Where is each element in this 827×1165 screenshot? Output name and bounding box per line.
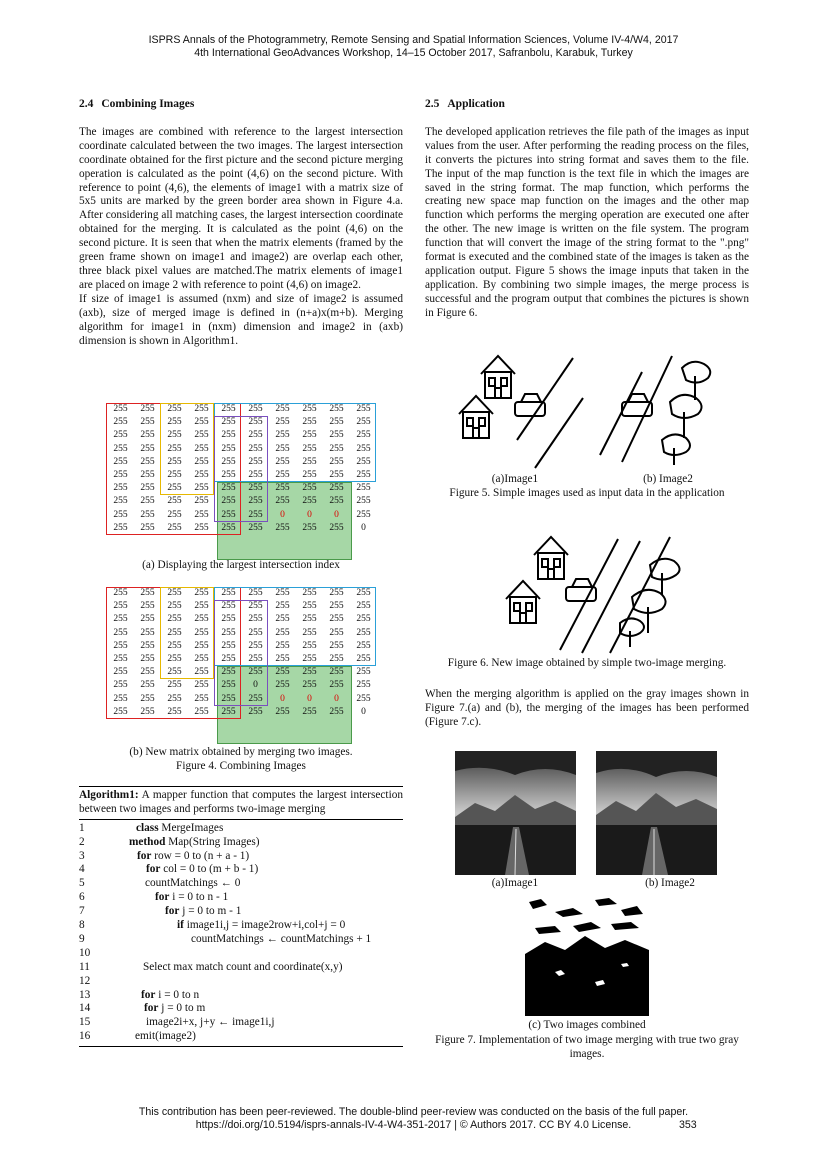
matrix-cell: 0 — [334, 509, 339, 520]
matrix-cell: 0 — [361, 706, 366, 717]
algorithm-line-number: 8 — [79, 919, 85, 932]
matrix-cell: 255 — [248, 430, 263, 441]
matrix-cell: 255 — [275, 706, 290, 717]
matrix-cell: 255 — [302, 588, 317, 598]
matrix-cell: 255 — [329, 614, 344, 625]
matrix-cell: 255 — [194, 456, 209, 467]
matrix-cell: 255 — [221, 640, 236, 651]
matrix-cell: 255 — [248, 404, 263, 414]
matrix-cell: 255 — [302, 640, 317, 651]
matrix-cell: 255 — [113, 443, 128, 454]
matrix-cell: 255 — [113, 640, 128, 651]
algorithm-line — [79, 836, 403, 850]
algorithm-line-code: for j = 0 to m — [144, 1002, 206, 1015]
matrix-cell: 255 — [302, 470, 317, 480]
matrix-cell: 255 — [329, 430, 344, 441]
matrix-figure-a — [104, 403, 380, 535]
matrix-cell: 255 — [194, 483, 209, 494]
matrix-cell: 255 — [329, 601, 344, 612]
algorithm-line-number: 15 — [79, 1016, 91, 1029]
matrix-cell: 255 — [140, 680, 155, 691]
algorithm-line-number: 1 — [79, 821, 85, 834]
matrix-cell: 0 — [253, 680, 258, 691]
algorithm-line-code: for i = 0 to n - 1 — [155, 891, 229, 904]
algorithm-line — [79, 989, 403, 1003]
figure-7a-photo — [455, 751, 576, 875]
application-paragraph-2: When the merging algorithm is applied on the gray images shown in Figure 7.(a) and (b), the merging of the images has been performed (Figure 7.c). — [425, 688, 749, 728]
matrix-cell: 0 — [361, 522, 366, 533]
matrix-cell: 255 — [140, 509, 155, 520]
figure-7c-caption: (c) Two images combined — [528, 1019, 646, 1031]
matrix-cell: 255 — [194, 680, 209, 691]
matrix-cell: 255 — [248, 483, 263, 494]
algorithm-line-number: 5 — [79, 877, 85, 890]
algorithm-line-number: 11 — [79, 960, 90, 973]
matrix-cell: 255 — [248, 667, 263, 678]
matrix-cell: 255 — [275, 667, 290, 678]
matrix-cell: 255 — [275, 470, 290, 480]
matrix-cell: 255 — [194, 667, 209, 678]
figure-7a-caption: (a)Image1 — [491, 877, 539, 889]
matrix-cell: 255 — [167, 496, 182, 507]
algorithm-line-code: countMatchings ← 0 — [145, 877, 241, 890]
figure-7c-photo — [525, 892, 649, 1016]
algorithm-line-number: 10 — [79, 946, 91, 959]
matrix-cell: 255 — [356, 693, 371, 704]
algorithm-line — [79, 947, 403, 961]
matrix-cell: 255 — [275, 654, 290, 664]
matrix-cell: 255 — [140, 470, 155, 480]
matrix-cell: 255 — [356, 614, 371, 625]
matrix-cell: 255 — [302, 680, 317, 691]
matrix-cell: 255 — [221, 522, 236, 533]
matrix-cell: 255 — [302, 522, 317, 533]
algorithm-line-code: if image1i,j = image2row+i,col+j = 0 — [177, 919, 346, 932]
matrix-cell: 255 — [113, 693, 128, 704]
matrix-cell: 255 — [248, 522, 263, 533]
matrix-cell: 255 — [356, 470, 371, 480]
matrix-cell: 255 — [248, 614, 263, 625]
application-paragraph-1: The developed application retrieves the file path of the images as input values from the user. After performing the reading process on the files, it converts the pictures into string format and saves them to the file. The input of the map function is the text file in which the images are saved in the string format. The map function, which performs the creating new space map function on the images and the other map function which performs the merging operation are executed one after the other. The new image is written on the file system. The program function that will convert the image of the string format to the ".png" format is executed and the combined state of the images is taken as the application output. Figure 5 shows the image inputs that taken in the application. By combining two simple images, the merge process is successful and the program output that combines the pictures is shown in Figure 6. — [425, 125, 749, 319]
figure-5a-caption: (a)Image1 — [491, 473, 539, 485]
matrix-cell: 255 — [113, 417, 128, 428]
matrix-cell: 255 — [221, 706, 236, 717]
matrix-cell: 255 — [356, 430, 371, 441]
matrix-cell: 255 — [302, 496, 317, 507]
algorithm-line-number: 6 — [79, 891, 85, 904]
matrix-cell: 255 — [113, 404, 128, 414]
matrix-cell: 255 — [140, 588, 155, 598]
matrix-cell: 255 — [356, 667, 371, 678]
matrix-cell: 255 — [221, 667, 236, 678]
matrix-cell: 255 — [113, 680, 128, 691]
figure-5-caption: Figure 5. Simple images used as input data in the application — [449, 487, 725, 499]
algorithm-line-code: emit(image2) — [135, 1030, 196, 1043]
matrix-cell: 255 — [167, 443, 182, 454]
matrix-cell: 255 — [167, 470, 182, 480]
matrix-cell: 255 — [113, 496, 128, 507]
matrix-cell: 255 — [140, 627, 155, 638]
matrix-cell: 255 — [167, 509, 182, 520]
matrix-cell: 0 — [307, 693, 312, 704]
header-line-1: ISPRS Annals of the Photogrammetry, Remote Sensing and Spatial Information Sciences, Volume IV-4/W4, 2017 — [148, 34, 679, 46]
matrix-cell: 255 — [167, 601, 182, 612]
matrix-cell: 255 — [113, 430, 128, 441]
matrix-cell: 255 — [329, 443, 344, 454]
algorithm-line — [79, 863, 403, 877]
algorithm-line-code: method Map(String Images) — [129, 835, 260, 848]
matrix-cell: 0 — [280, 509, 285, 520]
matrix-cell: 255 — [356, 627, 371, 638]
matrix-cell: 255 — [302, 627, 317, 638]
matrix-cell: 255 — [275, 417, 290, 428]
algorithm-line-code: for row = 0 to (n + a - 1) — [137, 849, 250, 862]
matrix-cell: 255 — [302, 614, 317, 625]
algorithm-line-code: image2i+x, j+y ← image1i,j — [146, 1016, 275, 1029]
algorithm-line-number: 3 — [79, 849, 85, 862]
matrix-cell: 255 — [248, 693, 263, 704]
matrix-cell: 255 — [221, 470, 236, 480]
matrix-cell: 255 — [167, 614, 182, 625]
figure-6-caption: Figure 6. New image obtained by simple two-image merging. — [447, 657, 727, 669]
matrix-cell: 255 — [194, 509, 209, 520]
matrix-cell: 255 — [140, 706, 155, 717]
figure-4a-caption: (a) Displaying the largest intersection index — [142, 559, 340, 571]
matrix-cell: 255 — [194, 496, 209, 507]
matrix-cell: 255 — [140, 404, 155, 414]
matrix-cell: 255 — [113, 601, 128, 612]
figure-7b-photo — [596, 751, 717, 875]
algorithm-line — [79, 905, 403, 919]
running-header — [0, 34, 827, 60]
figure-4b-caption: (b) New matrix obtained by merging two images. — [129, 746, 353, 758]
matrix-cell: 255 — [221, 456, 236, 467]
algorithm-line-code: for i = 0 to n — [141, 988, 200, 1001]
matrix-cell: 255 — [194, 443, 209, 454]
matrix-cell: 255 — [248, 470, 263, 480]
matrix-cell: 255 — [302, 417, 317, 428]
matrix-cell: 255 — [329, 496, 344, 507]
matrix-cell: 255 — [302, 706, 317, 717]
matrix-cell: 255 — [302, 667, 317, 678]
matrix-cell: 255 — [302, 456, 317, 467]
matrix-cell: 255 — [275, 588, 290, 598]
matrix-cell: 255 — [356, 509, 371, 520]
matrix-cell: 255 — [194, 417, 209, 428]
matrix-cell: 255 — [194, 470, 209, 480]
matrix-cell: 255 — [275, 456, 290, 467]
combining-paragraph-2: If size of image1 is assumed (nxm) and size of image2 is assumed (axb), size of merged image is defined in (n+a)x(m+b). Merging algorithm for image1 in (nxm) dimension and image2 in (axb) dimension is shown in Algorithm1. — [79, 292, 403, 347]
algorithm-line — [79, 933, 403, 947]
section-heading-combining: 2.4 Combining Images — [79, 98, 195, 110]
matrix-cell: 255 — [194, 601, 209, 612]
algorithm-line — [79, 961, 403, 975]
matrix-cell: 255 — [356, 456, 371, 467]
algorithm-line — [79, 822, 403, 836]
matrix-cell: 255 — [356, 483, 371, 494]
matrix-cell: 255 — [221, 496, 236, 507]
algorithm-line-number: 4 — [79, 863, 85, 876]
algorithm-line — [79, 919, 403, 933]
matrix-cell: 255 — [221, 693, 236, 704]
matrix-cell: 255 — [248, 443, 263, 454]
matrix-cell: 255 — [167, 430, 182, 441]
matrix-cell: 255 — [329, 404, 344, 414]
matrix-cell: 255 — [167, 640, 182, 651]
matrix-cell: 255 — [302, 601, 317, 612]
matrix-cell: 255 — [275, 404, 290, 414]
matrix-cell: 0 — [307, 509, 312, 520]
matrix-cell: 255 — [140, 443, 155, 454]
matrix-cell: 255 — [221, 483, 236, 494]
figure-5a-drawing — [455, 350, 585, 470]
matrix-cell: 255 — [194, 614, 209, 625]
matrix-cell: 255 — [356, 443, 371, 454]
matrix-cell: 255 — [221, 404, 236, 414]
page-number: 353 — [679, 1119, 697, 1131]
header-line-2: 4th International GeoAdvances Workshop, 14–15 October 2017, Safranbolu, Karabuk, Turkey — [194, 47, 633, 59]
matrix-cell: 255 — [275, 430, 290, 441]
matrix-cell: 255 — [140, 496, 155, 507]
algorithm-line-code: for col = 0 to (m + b - 1) — [146, 863, 259, 876]
algorithm-line — [79, 975, 403, 989]
combining-paragraph-1: The images are combined with reference to the largest intersection coordinate calculated between the two images. The largest intersection coordinate obtained for the first picture and the second picture merging operation is calculated as the point (4,6) on the second picture. With reference to point (4,6), the elements of image1 with a matrix size of 5x5 units are marked by the green border area shown in Figure 4.a. After considering all matching cases, the largest intersection coordinate obtained for the merging. It is calculated as the point (4,6) on the second picture. It is seen that when the matrix elements (framed by the green frame shown on image1 and image2) are overlap each other, three black pixel values are matched.The matrix elements of image1 are placed on image 2 with reference to point (4,6) on image2. — [79, 125, 403, 291]
left-column — [79, 98, 403, 348]
matrix-cell: 255 — [194, 706, 209, 717]
matrix-cell: 255 — [356, 496, 371, 507]
matrix-cell: 255 — [329, 654, 344, 664]
matrix-cell: 255 — [221, 430, 236, 441]
matrix-cell: 255 — [302, 483, 317, 494]
page-footer — [0, 1106, 827, 1132]
algorithm-line — [79, 1016, 403, 1030]
figure-7b-caption: (b) Image2 — [645, 877, 695, 889]
matrix-cell: 255 — [167, 667, 182, 678]
matrix-cell: 255 — [140, 430, 155, 441]
matrix-figure-b — [104, 587, 380, 719]
matrix-cell: 255 — [113, 614, 128, 625]
matrix-cell: 255 — [248, 654, 263, 664]
matrix-cell: 255 — [167, 588, 182, 598]
algorithm-line — [79, 877, 403, 891]
matrix-cell: 255 — [302, 430, 317, 441]
algorithm-line — [79, 1002, 403, 1016]
matrix-cell: 255 — [248, 640, 263, 651]
matrix-cell: 255 — [221, 627, 236, 638]
matrix-cell: 255 — [140, 614, 155, 625]
matrix-cell: 255 — [140, 601, 155, 612]
matrix-cell: 255 — [167, 693, 182, 704]
matrix-cell: 255 — [248, 496, 263, 507]
matrix-cell: 255 — [167, 456, 182, 467]
algorithm-line-number: 12 — [79, 974, 91, 987]
matrix-cell: 255 — [221, 588, 236, 598]
matrix-cell: 255 — [329, 640, 344, 651]
matrix-cell: 255 — [248, 509, 263, 520]
algorithm-line-number: 7 — [79, 905, 85, 918]
matrix-cell: 255 — [194, 627, 209, 638]
matrix-cell: 255 — [140, 483, 155, 494]
matrix-cell: 255 — [275, 627, 290, 638]
algorithm-line-number: 9 — [79, 932, 85, 945]
algorithm-line-code: for j = 0 to m - 1 — [165, 905, 242, 918]
matrix-cell: 255 — [329, 680, 344, 691]
matrix-cell: 255 — [356, 654, 371, 664]
matrix-cell: 255 — [356, 680, 371, 691]
matrix-cell: 255 — [194, 430, 209, 441]
matrix-cell: 255 — [194, 693, 209, 704]
matrix-cell: 255 — [113, 470, 128, 480]
matrix-cell: 255 — [113, 654, 128, 664]
matrix-cell: 255 — [167, 483, 182, 494]
section-heading-application: 2.5 Application — [425, 98, 505, 110]
matrix-cell: 255 — [221, 601, 236, 612]
matrix-cell: 255 — [275, 680, 290, 691]
algorithm-line-number: 14 — [79, 1002, 91, 1015]
figure-4-caption: Figure 4. Combining Images — [176, 760, 306, 772]
matrix-cell: 255 — [329, 627, 344, 638]
matrix-cell: 255 — [167, 680, 182, 691]
matrix-cell: 255 — [248, 456, 263, 467]
matrix-cell: 255 — [248, 588, 263, 598]
algorithm-line-code: class MergeImages — [136, 821, 224, 834]
matrix-cell: 255 — [329, 456, 344, 467]
matrix-cell: 255 — [329, 588, 344, 598]
matrix-cell: 255 — [275, 640, 290, 651]
algorithm-line-number: 13 — [79, 988, 91, 1001]
matrix-cell: 255 — [140, 667, 155, 678]
matrix-cell: 255 — [167, 417, 182, 428]
matrix-cell: 255 — [329, 706, 344, 717]
matrix-cell: 255 — [194, 522, 209, 533]
matrix-cell: 255 — [113, 706, 128, 717]
matrix-cell: 255 — [329, 522, 344, 533]
matrix-cell: 255 — [329, 667, 344, 678]
algorithm-line — [79, 850, 403, 864]
matrix-cell: 255 — [194, 404, 209, 414]
matrix-cell: 0 — [334, 693, 339, 704]
figure-6-drawing — [500, 535, 700, 655]
matrix-cell: 255 — [167, 654, 182, 664]
matrix-cell: 255 — [302, 404, 317, 414]
matrix-cell: 255 — [140, 640, 155, 651]
matrix-cell: 255 — [356, 404, 371, 414]
figure-7-caption: Figure 7. Implementation of two image merging with true two gray images. — [435, 1034, 739, 1060]
matrix-cell: 255 — [167, 404, 182, 414]
algorithm-body — [79, 820, 403, 1047]
matrix-cell: 255 — [248, 601, 263, 612]
matrix-cell: 255 — [275, 614, 290, 625]
matrix-cell: 255 — [302, 443, 317, 454]
matrix-cell: 255 — [113, 509, 128, 520]
algorithm-line-number: 16 — [79, 1030, 91, 1043]
matrix-cell: 255 — [221, 680, 236, 691]
matrix-cell: 255 — [113, 667, 128, 678]
matrix-cell: 255 — [248, 417, 263, 428]
matrix-cell: 255 — [248, 706, 263, 717]
matrix-cell: 255 — [275, 522, 290, 533]
matrix-cell: 255 — [140, 417, 155, 428]
matrix-cell: 255 — [275, 496, 290, 507]
matrix-cell: 255 — [356, 588, 371, 598]
footer-line-2: https://doi.org/10.5194/isprs-annals-IV-4-W4-351-2017 | © Authors 2017. CC BY 4.0 License. — [195, 1119, 632, 1131]
matrix-cell: 255 — [140, 693, 155, 704]
matrix-cell: 255 — [221, 509, 236, 520]
matrix-cell: 255 — [194, 654, 209, 664]
matrix-cell: 255 — [113, 456, 128, 467]
matrix-cell: 255 — [356, 417, 371, 428]
algorithm-title: Algorithm1: A mapper function that computes the largest intersection between two images and performs two-image merging — [79, 786, 403, 820]
matrix-cell: 255 — [356, 640, 371, 651]
matrix-cell: 255 — [140, 522, 155, 533]
matrix-cell: 255 — [113, 522, 128, 533]
right-column — [425, 98, 749, 321]
matrix-cell: 255 — [275, 443, 290, 454]
matrix-cell: 255 — [140, 654, 155, 664]
algorithm-line — [79, 891, 403, 905]
matrix-cell: 255 — [221, 443, 236, 454]
matrix-cell: 255 — [275, 483, 290, 494]
matrix-cell: 255 — [167, 706, 182, 717]
matrix-cell: 255 — [329, 470, 344, 480]
algorithm-line-code: countMatchings ← countMatchings + 1 — [191, 932, 372, 945]
matrix-cell: 255 — [167, 522, 182, 533]
matrix-cell: 255 — [113, 588, 128, 598]
matrix-cell: 255 — [194, 640, 209, 651]
matrix-cell: 255 — [356, 601, 371, 612]
algorithm-line-code: Select max match count and coordinate(x,y) — [143, 960, 343, 973]
figure-5b-drawing — [592, 350, 722, 470]
matrix-cell: 255 — [329, 417, 344, 428]
matrix-cell: 0 — [280, 693, 285, 704]
algorithm-line — [79, 1030, 403, 1044]
matrix-cell: 255 — [302, 654, 317, 664]
matrix-cell: 255 — [140, 456, 155, 467]
matrix-cell: 255 — [275, 601, 290, 612]
matrix-cell: 255 — [167, 627, 182, 638]
matrix-cell: 255 — [329, 483, 344, 494]
matrix-cell: 255 — [221, 614, 236, 625]
matrix-cell: 255 — [113, 483, 128, 494]
footer-line-1: This contribution has been peer-reviewed. The double-blind peer-review was conducted on the basis of the full paper. — [138, 1106, 689, 1118]
algorithm-line-number: 2 — [79, 835, 85, 848]
algorithm-1 — [79, 786, 403, 1047]
matrix-cell: 255 — [221, 417, 236, 428]
matrix-cell: 255 — [221, 654, 236, 664]
figure-5b-caption: (b) Image2 — [643, 473, 693, 485]
matrix-cell: 255 — [248, 627, 263, 638]
matrix-cell: 255 — [194, 588, 209, 598]
matrix-cell: 255 — [113, 627, 128, 638]
